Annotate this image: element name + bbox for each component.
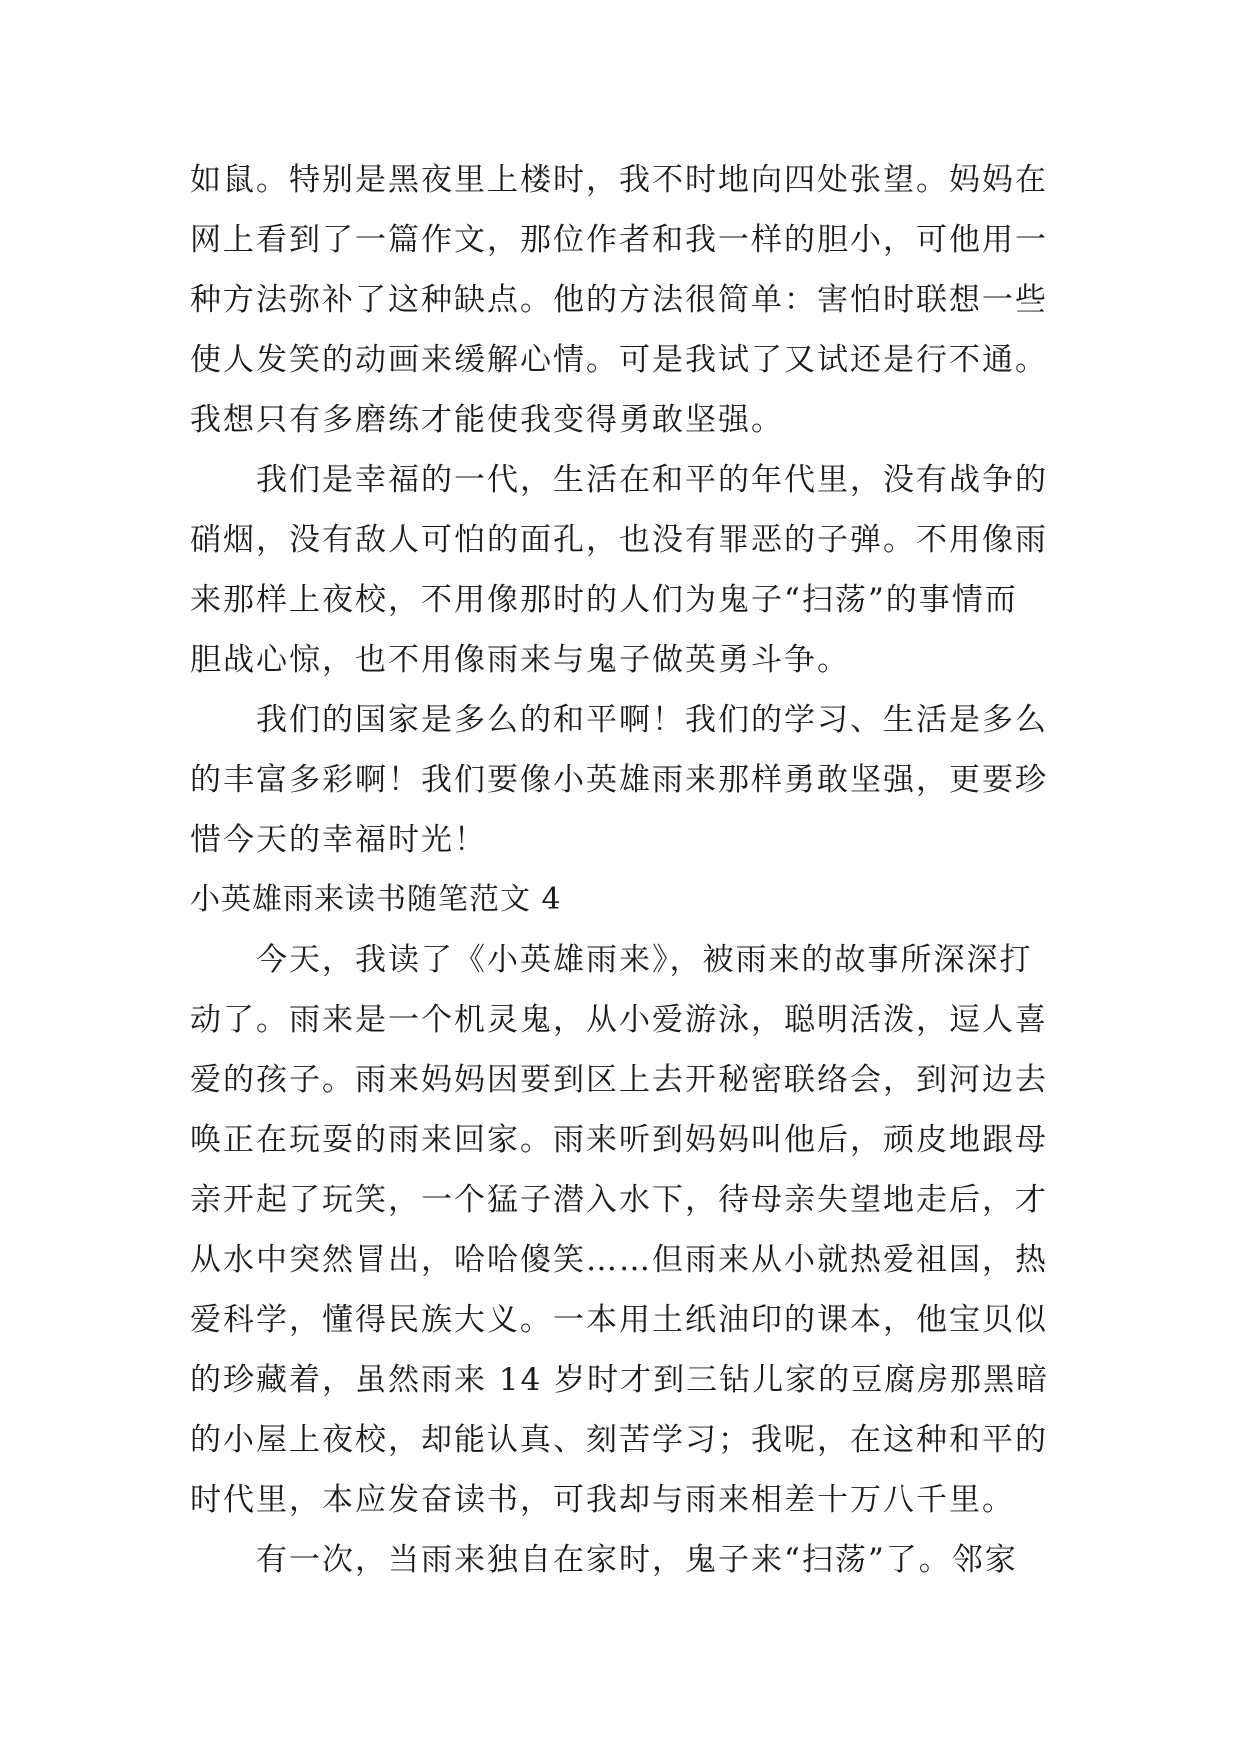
paragraph <box>190 450 1060 690</box>
text-line: 有一次，当雨来独自在家时，鬼子来“扫荡”了。邻家 <box>256 1542 1018 1578</box>
text-line: 如鼠。特别是黑夜里上楼时，我不时地向四处张望。妈妈在 <box>190 162 1048 198</box>
text-line: 从水中突然冒出，哈哈傻笑……但雨来从小就热爱祖国，热 <box>190 1242 1048 1278</box>
paragraph <box>190 930 1060 1530</box>
text-line: 胆战心惊，也不用像雨来与鬼子做英勇斗争。 <box>190 642 850 678</box>
text-line: 来那样上夜校，不用像那时的人们为鬼子“扫荡”的事情而 <box>190 582 1018 618</box>
text-line: 亲开起了玩笑，一个猛子潜入水下，待母亲失望地走后，才 <box>190 1182 1048 1218</box>
text-line: 使人发笑的动画来缓解心情。可是我试了又试还是行不通。 <box>190 342 1048 378</box>
text-line: 的小屋上夜校，却能认真、刻苦学习；我呢，在这种和平的 <box>190 1422 1048 1458</box>
text-line: 时代里，本应发奋读书，可我却与雨来相差十万八千里。 <box>190 1482 1015 1518</box>
text-line: 的珍藏着，虽然雨来 14 岁时才到三钻儿家的豆腐房那黑暗 <box>190 1362 1050 1398</box>
text-line: 惜今天的幸福时光！ <box>190 822 487 858</box>
text-line: 我想只有多磨练才能使我变得勇敢坚强。 <box>190 402 784 438</box>
text-line: 我们的国家是多么的和平啊！我们的学习、生活是多么 <box>256 702 1048 738</box>
text-line: 今天，我读了《小英雄雨来》，被雨来的故事所深深打 <box>256 942 1033 978</box>
section-heading: 小英雄雨来读书随笔范文 4 <box>190 882 562 917</box>
text-line: 动了。雨来是一个机灵鬼，从小爱游泳，聪明活泼，逗人喜 <box>190 1002 1048 1038</box>
text-line: 硝烟，没有敌人可怕的面孔，也没有罪恶的子弹。不用像雨 <box>190 522 1048 558</box>
text-line: 爱科学，懂得民族大义。一本用土纸油印的课本，他宝贝似 <box>190 1302 1048 1338</box>
text-line: 唤正在玩耍的雨来回家。雨来听到妈妈叫他后，顽皮地跟母 <box>190 1122 1048 1158</box>
text-line: 的丰富多彩啊！我们要像小英雄雨来那样勇敢坚强，更要珍 <box>190 762 1048 798</box>
paragraph <box>190 150 1060 450</box>
paragraph <box>190 690 1060 870</box>
text-line: 网上看到了一篇作文，那位作者和我一样的胆小，可他用一 <box>190 222 1048 258</box>
text-line: 种方法弥补了这种缺点。他的方法很简单：害怕时联想一些 <box>190 282 1048 318</box>
text-line: 爱的孩子。雨来妈妈因要到区上去开秘密联络会，到河边去 <box>190 1062 1048 1098</box>
text-line: 我们是幸福的一代，生活在和平的年代里，没有战争的 <box>256 462 1048 498</box>
document-page <box>190 150 1060 1590</box>
paragraph <box>190 1530 1060 1590</box>
